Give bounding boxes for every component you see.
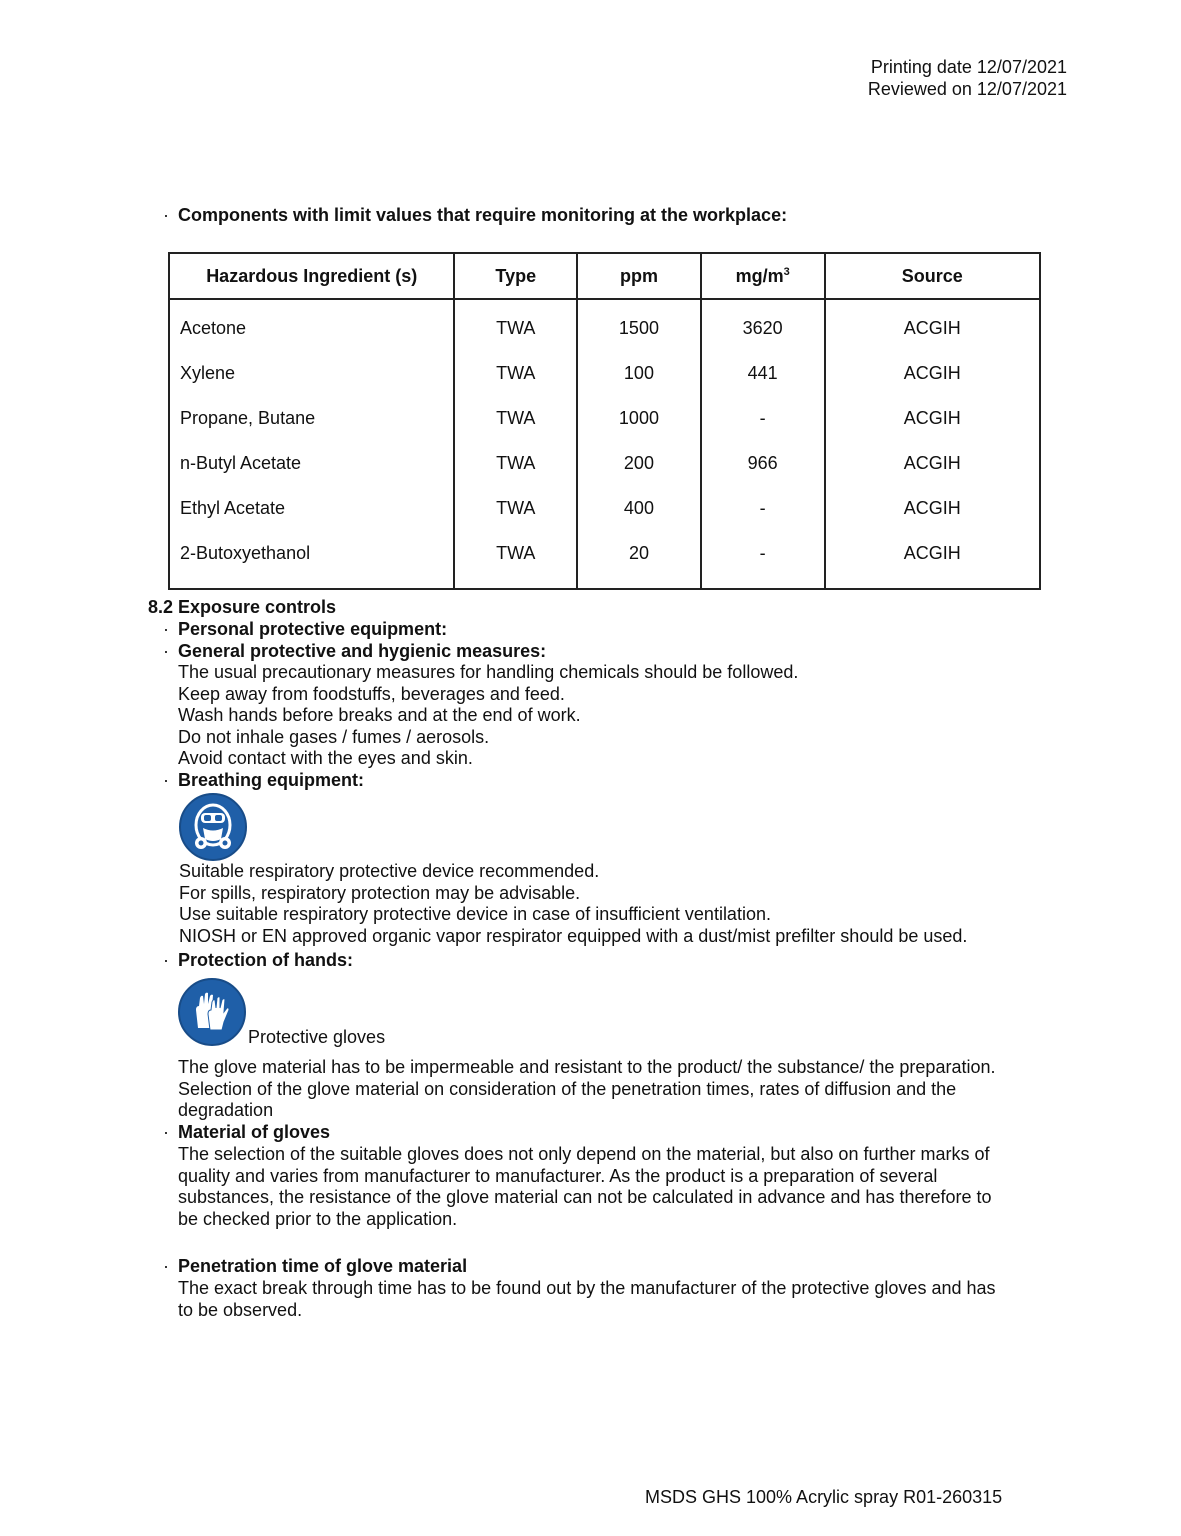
text-line: substances, the resistance of the glove material can not be calculated in advance and has therefore to	[178, 1187, 992, 1208]
cell-source: ACGIH	[825, 441, 1040, 486]
table-row	[169, 299, 1040, 351]
cell-ingredient: Acetone	[169, 299, 454, 351]
text-line: Use suitable respiratory protective device in case of insufficient ventilation.	[179, 904, 771, 925]
text-line: The usual precautionary measures for handling chemicals should be followed.	[178, 662, 799, 682]
cell-source: ACGIH	[825, 486, 1040, 531]
hands-heading: Protection of hands:	[178, 950, 353, 970]
text-line: Wash hands before breaks and at the end of work.	[178, 705, 581, 726]
material-heading: Material of gloves	[178, 1122, 331, 1142]
bullet: ·	[163, 619, 169, 639]
col-ingredient: Hazardous Ingredient (s)	[169, 253, 454, 299]
col-type: Type	[454, 253, 577, 299]
text-line: to be observed.	[178, 1299, 303, 1320]
cell-type: TWA	[454, 486, 577, 531]
limits-heading: Components with limit values that require monitoring at the workplace:	[178, 205, 788, 225]
table-header-row	[169, 253, 1040, 299]
cell-type: TWA	[454, 396, 577, 441]
respirator-mask-icon	[179, 793, 247, 861]
cell-ppm: 100	[577, 351, 701, 396]
cell-ingredient: Propane, Butane	[169, 396, 454, 441]
text-line: Avoid contact with the eyes and skin.	[178, 748, 473, 769]
unit-superscript: 3	[783, 265, 790, 278]
cell-mgm3: 3620	[701, 299, 825, 351]
material-text	[178, 1144, 992, 1230]
text-line: Selection of the glove material on consideration of the penetration times, rates of diffusion and the	[178, 1078, 957, 1099]
header-dates	[800, 56, 1067, 100]
table-row	[169, 486, 1040, 531]
cell-mgm3: -	[701, 531, 825, 589]
cell-ppm: 20	[577, 531, 701, 589]
cell-source: ACGIH	[825, 396, 1040, 441]
text-line: be checked prior to the application.	[178, 1208, 458, 1229]
bullet: ·	[163, 1122, 169, 1142]
cell-ingredient: 2-Butoxyethanol	[169, 531, 454, 589]
cell-ingredient: n-Butyl Acetate	[169, 441, 454, 486]
penetration-heading: Penetration time of glove material	[178, 1256, 468, 1276]
text-line: The selection of the suitable gloves does not only depend on the material, but also on further marks of	[178, 1144, 990, 1164]
hands-text	[178, 1057, 995, 1122]
limits-table	[168, 252, 1041, 590]
cell-ingredient: Ethyl Acetate	[169, 486, 454, 531]
cell-source: ACGIH	[825, 531, 1040, 589]
section-heading-8-2: 8.2 Exposure controls	[148, 597, 337, 617]
cell-mgm3: -	[701, 486, 825, 531]
cell-source: ACGIH	[825, 351, 1040, 396]
gloves-icon	[178, 978, 246, 1046]
text-line: NIOSH or EN approved organic vapor respirator equipped with a dust/mist prefilter should be used.	[179, 925, 968, 946]
col-mgm3	[701, 253, 825, 299]
penetration-text	[178, 1278, 996, 1321]
col-source: Source	[825, 253, 1040, 299]
cell-mgm3: -	[701, 396, 825, 441]
cell-mgm3: 966	[701, 441, 825, 486]
text-line: Suitable respiratory protective device recommended.	[179, 861, 600, 881]
cell-ppm: 1000	[577, 396, 701, 441]
bullet: ·	[163, 1256, 169, 1276]
general-measures-text	[178, 662, 798, 770]
table-row	[169, 351, 1040, 396]
col-ppm: ppm	[577, 253, 701, 299]
cell-type: TWA	[454, 531, 577, 589]
cell-type: TWA	[454, 441, 577, 486]
cell-type: TWA	[454, 299, 577, 351]
bullet: ·	[163, 641, 169, 661]
bullet: ·	[163, 770, 169, 790]
cell-mgm3: 441	[701, 351, 825, 396]
text-line: quality and varies from manufacturer to manufacturer. As the product is a preparation of several	[178, 1165, 938, 1186]
table-row	[169, 396, 1040, 441]
text-line: degradation	[178, 1100, 274, 1121]
breathing-heading: Breathing equipment:	[178, 770, 365, 790]
general-measures-heading: General protective and hygienic measures:	[178, 641, 547, 661]
text-line: For spills, respiratory protection may be advisable.	[179, 882, 581, 903]
reviewed-date: Reviewed on 12/07/2021	[867, 79, 1067, 99]
cell-ppm: 1500	[577, 299, 701, 351]
text-line: The exact break through time has to be found out by the manufacturer of the protective gloves and has	[178, 1278, 996, 1298]
document-footer: MSDS GHS 100% Acrylic spray R01-260315	[645, 1487, 1003, 1507]
col-mgm3-label: mg/m	[735, 265, 784, 286]
cell-type: TWA	[454, 351, 577, 396]
bullet: ·	[163, 205, 169, 225]
cell-source: ACGIH	[825, 299, 1040, 351]
gloves-caption: Protective gloves	[248, 1027, 386, 1047]
table-row	[169, 531, 1040, 589]
cell-ppm: 200	[577, 441, 701, 486]
table-row	[169, 441, 1040, 486]
cell-ppm: 400	[577, 486, 701, 531]
breathing-text	[179, 861, 967, 947]
printing-date: Printing date 12/07/2021	[870, 57, 1067, 77]
text-line: Do not inhale gases / fumes / aerosols.	[178, 726, 490, 747]
bullet: ·	[163, 950, 169, 970]
cell-ingredient: Xylene	[169, 351, 454, 396]
text-line: The glove material has to be impermeable and resistant to the product/ the substance/ the preparation.	[178, 1057, 996, 1077]
ppe-heading: Personal protective equipment:	[178, 619, 448, 639]
text-line: Keep away from foodstuffs, beverages and feed.	[178, 683, 565, 704]
